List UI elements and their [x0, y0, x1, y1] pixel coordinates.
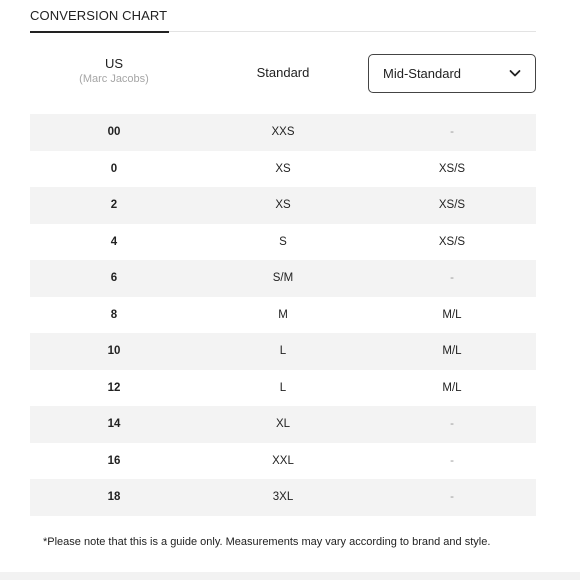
table-row	[30, 187, 536, 224]
table-row	[30, 333, 536, 370]
table-row	[30, 114, 536, 151]
tab-conversion-chart[interactable]: CONVERSION CHART	[30, 8, 169, 32]
us-size-cell: 2	[110, 199, 118, 212]
us-size-cell: 18	[107, 491, 121, 504]
standard-size-cell: XXS	[271, 126, 295, 139]
table-row	[30, 479, 536, 516]
mid-standard-size-cell: M/L	[442, 381, 462, 394]
us-column-header	[30, 56, 198, 85]
standard-size-cell: L	[279, 345, 287, 358]
mid-standard-size-cell: XS/S	[438, 199, 466, 212]
size-conversion-table	[30, 114, 536, 516]
us-size-cell: 00	[107, 126, 121, 139]
table-row	[30, 370, 536, 407]
standard-size-cell: XS	[275, 162, 291, 175]
standard-size-cell: XS	[275, 199, 291, 212]
us-size-cell: 10	[107, 345, 121, 358]
table-row	[30, 406, 536, 443]
size-standard-select[interactable]	[368, 54, 536, 93]
standard-size-cell: S	[279, 235, 287, 248]
table-row	[30, 260, 536, 297]
us-size-cell: 12	[107, 381, 121, 394]
mid-standard-size-cell: -	[450, 454, 454, 467]
us-size-cell: 8	[110, 308, 118, 321]
standard-size-cell: S/M	[272, 272, 294, 285]
table-header	[30, 50, 536, 96]
standard-size-cell: XXL	[272, 454, 294, 467]
table-row	[30, 443, 536, 480]
us-sublabel: (Marc Jacobs)	[79, 73, 149, 85]
us-label: US	[104, 56, 124, 71]
standard-column-header: Standard	[256, 65, 310, 80]
mid-standard-size-cell: XS/S	[438, 235, 466, 248]
us-size-cell: 14	[107, 418, 121, 431]
mid-standard-size-cell: M/L	[442, 308, 462, 321]
table-row	[30, 297, 536, 334]
us-size-cell: 4	[110, 235, 118, 248]
standard-size-cell: L	[279, 381, 287, 394]
mid-standard-size-cell: -	[450, 491, 454, 504]
table-row	[30, 224, 536, 261]
mid-standard-size-cell: -	[450, 418, 454, 431]
mid-standard-size-cell: -	[450, 126, 454, 139]
mid-standard-size-cell: XS/S	[438, 162, 466, 175]
standard-size-cell: 3XL	[272, 491, 294, 504]
bottom-bar	[0, 572, 580, 580]
us-size-cell: 16	[107, 454, 121, 467]
table-row	[30, 151, 536, 188]
standard-size-cell: M	[278, 308, 288, 321]
select-value: Mid-Standard	[383, 66, 462, 81]
disclaimer-note: *Please note that this is a guide only. Measurements may vary according to brand and style.	[43, 536, 491, 548]
us-size-cell: 0	[110, 162, 118, 175]
standard-size-cell: XL	[275, 418, 291, 431]
mid-standard-size-cell: -	[450, 272, 454, 285]
tab-bar	[30, 0, 536, 32]
us-size-cell: 6	[110, 272, 118, 285]
chevron-down-icon	[509, 69, 521, 78]
mid-standard-size-cell: M/L	[442, 345, 462, 358]
